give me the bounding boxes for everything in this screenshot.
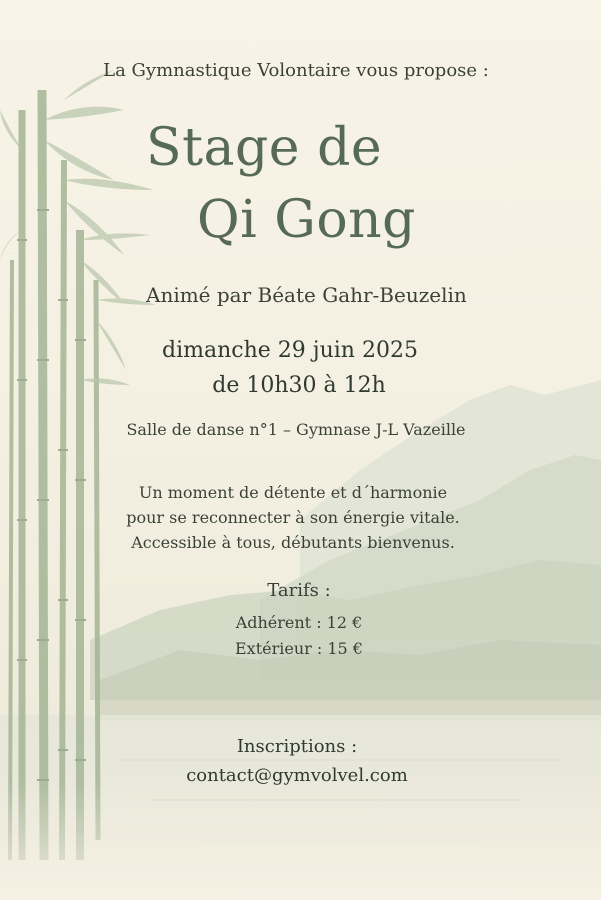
event-title-line-2: Qi Gong [197,190,416,250]
intro-line: La Gymnastique Volontaire vous propose : [103,60,489,81]
event-date-value: 29 juin 2025 [277,338,418,363]
price-member: Adhérent : 12 € [235,613,363,632]
event-time: de 10h30 à 12h [212,373,386,398]
event-venue: Salle de danse n°1 – Gymnase J-L Vazeille [126,420,466,439]
pricing-heading: Tarifs : [267,580,331,601]
event-day: dimanche [162,338,271,363]
price-external: Extérieur : 15 € [235,639,363,658]
description-line-2: pour se reconnecter à son énergie vitale. [126,508,460,527]
registration-heading: Inscriptions : [236,736,358,757]
event-date [162,338,418,363]
event-title-line-1: Stage de [146,118,383,178]
description-line-3: Accessible à tous, débutants bienvenus. [131,533,455,552]
animator-line: Animé par Béate Gahr-Beuzelin [146,283,467,307]
contact-email: contact@gymvolvel.com [186,765,408,786]
description-line-1: Un moment de détente et d´harmonie [138,483,448,502]
event-description [0,480,586,555]
